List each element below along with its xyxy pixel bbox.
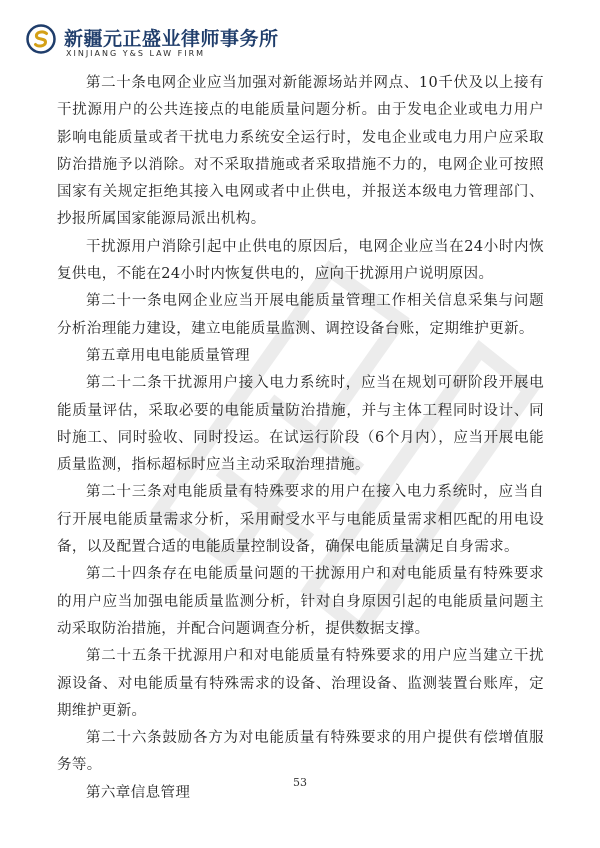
paragraph-article-21: 第二十一条电网企业应当开展电能质量管理工作相关信息采集与问题分析治理能力建设，建立电能质量监测、调控设备台账，定期维护更新。 bbox=[57, 293, 544, 337]
document-body bbox=[57, 70, 544, 807]
paragraph-article-26: 第二十六条鼓励各方为对电能质量有特殊要求的用户提供有偿增值服务等。 bbox=[57, 730, 544, 774]
firm-name-english: XINJIANG Y&S LAW FIRM bbox=[66, 49, 206, 58]
firm-logo-icon bbox=[26, 24, 56, 54]
chapter-heading-6: 第六章信息管理 bbox=[86, 784, 191, 801]
paragraph-restore-supply: 干扰源用户消除引起中止供电的原因后，电网企业应当在24小时内恢复供电，不能在24小时内恢复供电的，应向干扰源用户说明原因。 bbox=[57, 238, 544, 283]
paragraph-article-22: 第二十二条干扰源用户接入电力系统时，应当在规划可研阶段开展电能质量评估，采取必要的电能质量防治措施，并与主体工程同时设计、同时施工、同时验收、同时投运。在试运行阶段（6个月内），应当开展电能质量监测，指标超标时应当主动采取治理措施。 bbox=[57, 375, 544, 474]
firm-name-chinese: 新疆元正盛业律师事务所 bbox=[64, 28, 279, 50]
chapter-heading-5: 第五章用电电能质量管理 bbox=[86, 347, 250, 364]
page-number: 53 bbox=[293, 776, 307, 789]
paragraph-article-24: 第二十四条存在电能质量问题的干扰源用户和对电能质量有特殊要求的用户应当加强电能质量监测分析，针对自身原因引起的电能质量问题主动采取防治措施，并配合问题调查分析，提供数据支撑。 bbox=[57, 566, 544, 637]
letterhead bbox=[20, 14, 420, 66]
paragraph-article-20: 第二十条电网企业应当加强对新能源场站并网点、10千伏及以上接有干扰源用户的公共连接点的电能质量问题分析。由于发电企业或电力用户影响电能质量或者干扰电力系统安全运行时，发电企业或电力用户应采取防治措施予以消除。对不采取措施或者采取措施不力的，电网企业可按照国家有关规定拒绝其接入电网或者中止供电，并报送本级电力管理部门、抄报所属国家能源局派出机构。 bbox=[57, 75, 544, 228]
paragraph-article-25: 第二十五条干扰源用户和对电能质量有特殊要求的用户应当建立干扰源设备、对电能质量有特殊需求的设备、治理设备、监测装置台账库，定期维护更新。 bbox=[57, 648, 544, 719]
paragraph-article-23: 第二十三条对电能质量有特殊要求的用户在接入电力系统时，应当自行开展电能质量需求分析，采用耐受水平与电能质量需求相匹配的用电设备，以及配置合适的电能质量控制设备，确保电能质量满足自身需求。 bbox=[57, 484, 544, 556]
